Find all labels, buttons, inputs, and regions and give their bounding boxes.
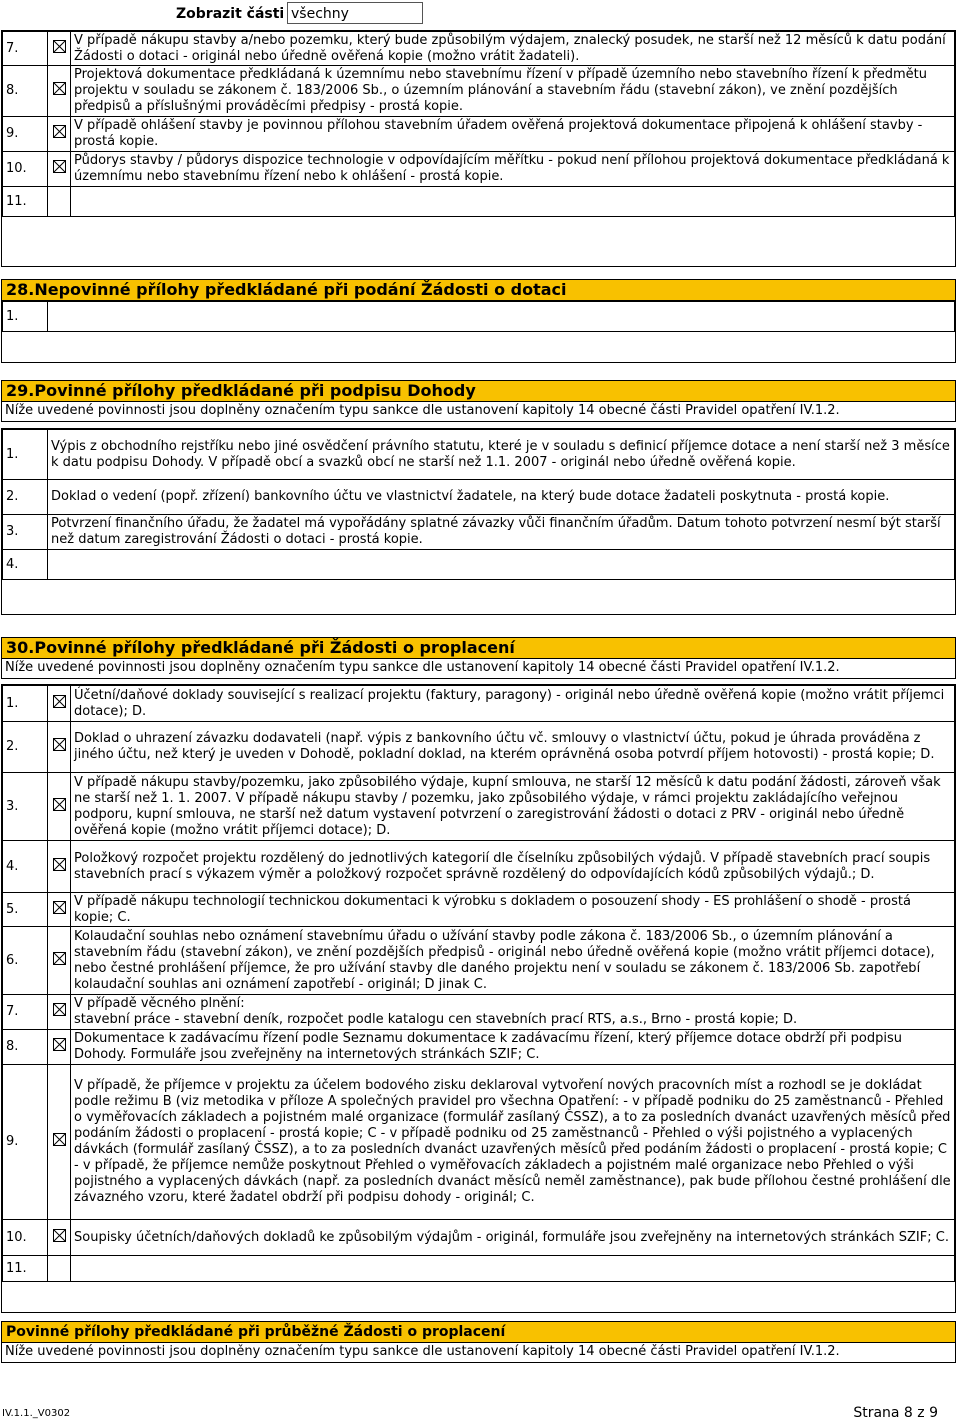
item-text: Položkový rozpočet projektu rozdělený do jednotlivých kategorií dle číselníku způsobilých výdajů. V případě stavebních prací soupis stavebních prací s výkazem výměr a položkový rozpočet správně rozdělený do odpovídajících kódů způsobilých výdajů.; D.: [71, 841, 955, 893]
checkbox-checked-icon[interactable]: [53, 798, 66, 811]
item-text: Výpis z obchodního rejstříku nebo jiné osvědčení právního statutu, které je v souladu s definicí příjemce dotace a není starší než 3 měsíce k datu podpisu Dohody. V případě obcí a svazků obcí ne starší než 1.1. 2007 - originál nebo úředně ověřená kopie.: [48, 430, 955, 480]
item-text: Potvrzení finančního úřadu, že žadatel má vypořádány splatné závazky vůči finančním úřadům. Datum tohoto potvrzení nesmí být starší než datum zaregistrování Žádosti o dotaci - prostá kopie.: [48, 515, 955, 550]
item-text: Půdorys stavby / půdorys dispozice technologie v odpovídajícím měřítku - pokud není přílohou projektová dokumentace předkládaná k územnímu nebo stavebnímu řízení nebo k ohlášení - prostá kopie.: [71, 152, 955, 187]
checkbox-checked-icon[interactable]: [53, 1003, 66, 1016]
checkbox-checked-icon[interactable]: [53, 901, 66, 914]
item-text: V případě nákupu stavby/pozemku, jako způsobilého výdaje, kupní smlouva, ne starší 12 měsíců k datu podání žádosti, zároveň však ne starší než 1. 1. 2007. V případě nákupu stavby / pozemku, jako způsobilého výdaje, v rámci projektu zakládajícího veřejnou podporu, kupní smlouva, ne starší než datum vystavení potvrzení o zaregistrování žádosti o dotaci z PRV - originál nebo úředně ověřená kopie (možno vrátit příjemci dotace); D.: [71, 773, 955, 841]
list-item: [3, 722, 955, 773]
list-item: [3, 480, 955, 515]
item-text: V případě nákupu stavby a/nebo pozemku, který bude způsobilým výdajem, znalecký posudek, ne starší než 12 měsíců k datu podání Žádosti o dotaci - originál nebo úředně ověřená kopie (možno vrátit žadateli).: [71, 32, 955, 66]
item-text: V případě věcného plnění: stavební práce - stavební deník, rozpočet podle katalogu cen stavebních prací RTS, a.s., Brno - prostá kopie; D.: [71, 995, 955, 1030]
filter-label: Zobrazit části: [176, 6, 285, 22]
item-number: 2.: [3, 722, 48, 773]
list-item: [3, 1030, 955, 1065]
parts-filter-select[interactable]: všechny: [287, 2, 423, 24]
item-text: Soupisky účetních/daňových dokladů ke způsobilým výdajům - originál, formuláře jsou zveřejněny na internetových stránkách SZIF; C.: [71, 1220, 955, 1256]
block-spacer: [3, 217, 955, 266]
section-31-title: Povinné přílohy předkládané při průběžné Žádosti o proplacení: [1, 1321, 956, 1343]
list-item: [3, 515, 955, 550]
block-spacer: [3, 1282, 955, 1312]
list-item: [3, 550, 955, 580]
page-number: Strana 8 z 9: [853, 1405, 938, 1421]
item-number: 5.: [3, 893, 48, 927]
list-item: [3, 430, 955, 480]
item-number: 7.: [3, 995, 48, 1030]
item-number: 10.: [3, 152, 48, 187]
checkbox-checked-icon[interactable]: [53, 952, 66, 965]
checkbox-checked-icon[interactable]: [53, 1229, 66, 1242]
list-item: [3, 893, 955, 927]
item-number: 1.: [3, 686, 48, 722]
item-number: 4.: [3, 550, 48, 580]
block-spacer: [3, 332, 955, 362]
list-item: [3, 927, 955, 995]
items-table: [2, 31, 955, 266]
document-code: IV.1.1._V0302: [2, 1408, 71, 1419]
list-item: [3, 773, 955, 841]
section-30-title: 30.Povinné přílohy předkládané při Žádosti o proplacení: [1, 637, 956, 659]
filter-bar: [0, 0, 960, 30]
item-text: [48, 302, 955, 332]
list-item: [3, 841, 955, 893]
item-number: 10.: [3, 1220, 48, 1256]
list-item: [3, 1256, 955, 1282]
checkbox-checked-icon[interactable]: [53, 40, 66, 53]
section-28-title: 28.Nepovinné přílohy předkládané při podání Žádosti o dotaci: [1, 279, 956, 301]
item-text: V případě nákupu technologií technickou dokumentaci k výrobku s dokladem o posouzení shody - ES prohlášení o shodě - prostá kopie; C.: [71, 893, 955, 927]
item-number: 11.: [3, 1256, 48, 1282]
item-text: V případě, že příjemce v projektu za účelem bodového zisku deklaroval vytvoření nových pracovních míst a rozhodl se je dokládat podle režimu B (viz metodika v příloze A společných pravidel pro všechna Opatření: - v případě podniku do 25 zaměstnanců - Přehled o vyměřovacích základech a pojistném malé organizace (formulář zasílaný ČSSZ), a to za posledních dvanáct uzavřených měsíců před podáním žádosti o proplacení - prostá kopie; C - v případě podniku od 25 zaměstnanců - Přehled o výši pojistného a vyplacených dávkách (formulář zasílaný ČSSZ), a to za posledních dvanáct uzavřených měsíců před podáním žádosti o proplacení - prostá kopie; C - v případě, že příjemce nemůže poskytnout Přehled o vyměřovacích základech a pojistném malé organizace nebo Přehled o výši pojistného a vyplacených dávkách (např. za posledních dvanáct měsíců neměl zaměstnance), pak bude přílohou čestné prohlášení dle závazného vzoru, které žadatel obdrží při podpisu dohody - originál; C.: [71, 1065, 955, 1220]
section-29-block: [1, 428, 956, 615]
item-text: Doklad o vedení (popř. zřízení) bankovního účtu ve vlastnictví žadatele, na který bude dotace žadateli poskytnuta - prostá kopie.: [48, 480, 955, 515]
checkbox-checked-icon[interactable]: [53, 695, 66, 708]
checkbox-checked-icon[interactable]: [53, 738, 66, 751]
section-30-block: [1, 684, 956, 1313]
checkbox-checked-icon[interactable]: [53, 858, 66, 871]
item-text: Projektová dokumentace předkládaná k územnímu nebo stavebnímu řízení v případě územního nebo stavebního řízení k předmětu projektu v souladu se zákonem č. 183/2006 Sb., o územním plánování a stavebním řádu (stavební zákon), ve znění pozdějších předpisů a příslušnými prováděcími předpisy - prostá kopie.: [71, 66, 955, 117]
list-item: [3, 117, 955, 152]
item-number: 1.: [3, 430, 48, 480]
item-number: 1.: [3, 302, 48, 332]
item-text: Kolaudační souhlas nebo oznámení stavebnímu úřadu o užívání stavby podle zákona č. 183/2006 Sb., o územním plánování a stavebním řádu (stavební zákon), ve znění pozdějších předpisů - originál nebo úředně ověřená kopie (možno vrátit příjemci dotace), nebo čestné prohlášení příjemce, že pro užívání stavby dle daného projektu není v souladu se zákonem č. 183/2006 Sb. zapotřebí kolaudační souhlas ani oznámení zapotřebí - originál; D jinak C.: [71, 927, 955, 995]
list-item: [3, 152, 955, 187]
attachments-block-top: [1, 30, 956, 267]
item-number: 3.: [3, 515, 48, 550]
item-number: 8.: [3, 1030, 48, 1065]
checkbox-checked-icon[interactable]: [53, 82, 66, 95]
item-number: 11.: [3, 187, 48, 217]
item-text: Doklad o uhrazení závazku dodavateli (např. výpis z bankovního účtu vč. smlouvy o vlastnictví účtu, pokud je úhrada prováděna z jiného účtu, než který je uveden v Dohodě, pokladní doklad, na kterém oprávněná osoba potvrdí příjem hotovosti) - prostá kopie; D.: [71, 722, 955, 773]
checkbox-checked-icon[interactable]: [53, 160, 66, 173]
checkbox-checked-icon[interactable]: [53, 1133, 66, 1146]
section-29-subhead: Níže uvedené povinnosti jsou doplněny označením typu sankce dle ustanovení kapitoly 14 obecné části Pravidel opatření IV.1.2.: [1, 402, 956, 422]
item-number: 3.: [3, 773, 48, 841]
checkbox-checked-icon[interactable]: [53, 1038, 66, 1051]
list-item: [3, 187, 955, 217]
item-number: 9.: [3, 117, 48, 152]
item-number: 6.: [3, 927, 48, 995]
list-item: [3, 302, 955, 332]
item-text: [71, 187, 955, 217]
item-number: 9.: [3, 1065, 48, 1220]
item-text: Účetní/daňové doklady související s realizací projektu (faktury, paragony) - originál nebo úředně ověřená kopie (možno vrátit příjemci dotace); D.: [71, 686, 955, 722]
item-text: [71, 1256, 955, 1282]
item-text: Dokumentace k zadávacímu řízení podle Seznamu dokumentace k zadávacímu řízení, který příjemce dotace obdrží při podpisu Dohody. Formuláře jsou zveřejněny na internetových stránkách SZIF; C.: [71, 1030, 955, 1065]
item-number: 8.: [3, 66, 48, 117]
item-number: 4.: [3, 841, 48, 893]
section-28-block: [1, 300, 956, 363]
list-item: [3, 66, 955, 117]
item-text: V případě ohlášení stavby je povinnou přílohou stavebním úřadem ověřená projektová dokumentace připojená k ohlášení stavby - prostá kopie.: [71, 117, 955, 152]
list-item: [3, 1065, 955, 1220]
item-text: [48, 550, 955, 580]
section-29-title: 29.Povinné přílohy předkládané při podpisu Dohody: [1, 380, 956, 402]
list-item: [3, 686, 955, 722]
section-31-subhead: Níže uvedené povinnosti jsou doplněny označením typu sankce dle ustanovení kapitoly 14 obecné části Pravidel opatření IV.1.2.: [1, 1343, 956, 1363]
section-30-subhead: Níže uvedené povinnosti jsou doplněny označením typu sankce dle ustanovení kapitoly 14 obecné části Pravidel opatření IV.1.2.: [1, 659, 956, 679]
list-item: [3, 1220, 955, 1256]
list-item: [3, 32, 955, 66]
item-number: 7.: [3, 32, 48, 66]
checkbox-checked-icon[interactable]: [53, 125, 66, 138]
item-number: 2.: [3, 480, 48, 515]
list-item: [3, 995, 955, 1030]
block-spacer: [3, 580, 955, 614]
